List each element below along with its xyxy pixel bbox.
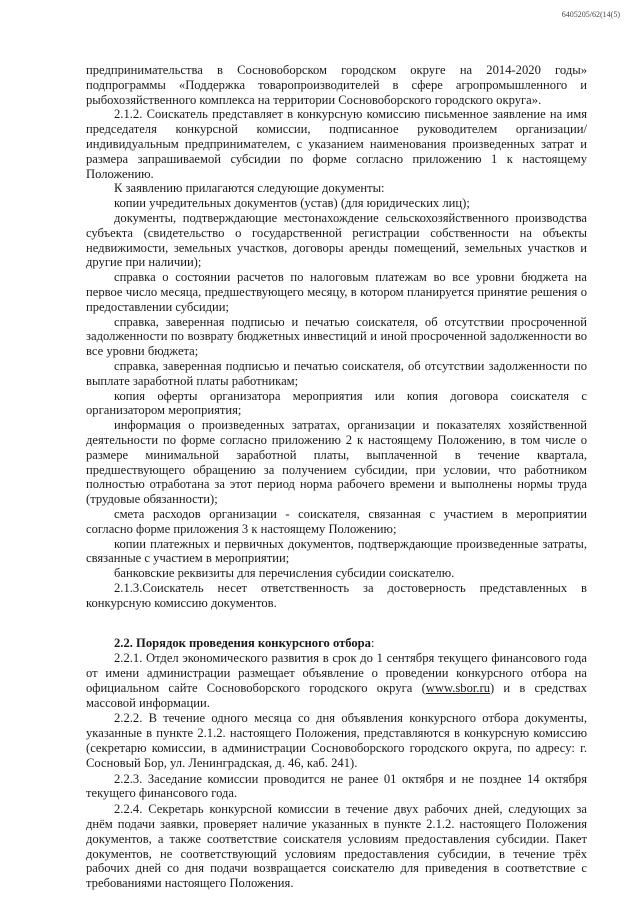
list-item-salary-certificate: справка, заверенная подписью и печатью соискателя, об отсутствии задолженности по выплате заработной платы работникам; bbox=[86, 358, 587, 388]
list-item-location-documents: документы, подтверждающие местонахождение сельскохозяйственного производства субъекта (свидетельство о государственной регистрации собственности на объекты недвижимости, земельных участков, договоры аренды помещений, земельных участков и другие при наличии); bbox=[86, 210, 587, 270]
paragraph-2-1-3: 2.1.3.Соискатель несет ответственность за достоверность представленных в конкурсную комиссию документов. bbox=[86, 580, 587, 610]
list-item-tax-certificate: справка о состоянии расчетов по налоговым платежам во все уровни бюджета на первое число месяца, предшествующего месяцу, в котором планируется принятие решения о предоставлении субсидии; bbox=[86, 270, 587, 314]
paragraph-2-2-2: 2.2.2. В течение одного месяца со дня объявления конкурсного отбора документы, указанные в пункте 2.1.2. настоящего Положения, представляются в конкурсную комиссию (секретарю комиссии, в администрации Сосновоборского городского округа, по адресу: г. Сосновый Бор, ул. Ленинградская, д. 46, каб. 241). bbox=[86, 711, 587, 770]
list-item-bank-details: банковские реквизиты для перечисления субсидии соискателю. bbox=[114, 566, 455, 581]
section-heading-suffix: : bbox=[370, 636, 375, 651]
list-item-expense-information: информация о произведенных затратах, организации и показателях хозяйственной деятельности по форме согласно приложению 2 к настоящему Положению, в том числе о размере минимальной заработной платы, выплаченной в течение квартала, предшествующего обращению за получением субсидии, при условии, что работником полностью отработана за этот период норма рабочего времени и выполнены нормы труда (трудовые обязанности); bbox=[86, 418, 587, 507]
document-body bbox=[86, 63, 587, 891]
paragraph-2-2-3: 2.2.3. Заседание комиссии проводится не ранее 01 октября и не позднее 14 октября текущего финансового года. bbox=[86, 771, 587, 801]
paragraph-2-2-1-text-start: 2.2.1. Отдел экономического развития в срок до 1 сентября текущего финансового года от имени администрации размещает объявление о проведении конкурсного отбора на официальном сайте Сосновоборского городского округа ( bbox=[86, 651, 587, 695]
paragraph-2-1-2: 2.1.2. Соискатель представляет в конкурсную комиссию письменное заявление на имя председателя конкурсной комиссии, подписанное руководителем организации/ индивидуальным предпринимателем, с указанием наименования произведенных затрат и размера запрашиваемой субсидии по форме согласно приложению 1 к настоящему Положению. bbox=[86, 107, 587, 181]
section-heading-text: 2.2. Порядок проведения конкурсного отбора bbox=[114, 636, 371, 651]
paragraph-2-2-4: 2.2.4. Секретарь конкурсной комиссии в течение двух рабочих дней, следующих за днём подачи заявки, проверяет наличие указанных в пункте 2.1.2. настоящего Положения документов, а также соответствие соискателя условиям предоставления субсидии. Пакет документов, не соответствующий условиям предоставления субсидии, в течение трёх рабочих дней со дня подачи возвращается соискателю для приведения в соответствие с требованиями настоящего Положения. bbox=[86, 802, 587, 891]
paragraph-documents-intro: К заявлению прилагаются следующие документы: bbox=[114, 181, 385, 196]
list-item-debt-certificate: справка, заверенная подписью и печатью соискателя, об отсутствии просроченной задолженности по возврату бюджетных инвестиций и иной просроченной задолженности во все уровни бюджета; bbox=[86, 314, 587, 359]
list-item-charter-copies: копии учредительных документов (устав) (для юридических лиц); bbox=[114, 196, 470, 211]
document-code: 6405205/62(14(5) bbox=[561, 10, 620, 19]
list-item-payment-documents: копии платежных и первичных документов, подтверждающие произведенные затраты, связанные с участием в мероприятии; bbox=[86, 536, 587, 566]
paragraph-continuation: предпринимательства в Сосновоборском городском округе на 2014-2020 годы» подпрограммы «Поддержка товаропроизводителей в сфере агропромышленного и рыбохозяйственного комплекса на территории Сосновоборского городского округа». bbox=[86, 63, 587, 107]
list-item-offer-copy: копия оферты организатора мероприятия или копия договора соискателя с организатором мероприятия; bbox=[86, 388, 587, 418]
paragraph-2-2-1-text-end: ) и в средствах массовой информации. bbox=[86, 680, 587, 710]
paragraph-2-2-1 bbox=[86, 651, 587, 710]
section-heading bbox=[86, 636, 587, 651]
website-link[interactable]: www.sbor.ru bbox=[425, 680, 491, 695]
list-item-cost-estimate: смета расходов организации - соискателя, связанная с участием в мероприятии согласно форме приложения 3 к настоящему Положению; bbox=[86, 506, 587, 536]
